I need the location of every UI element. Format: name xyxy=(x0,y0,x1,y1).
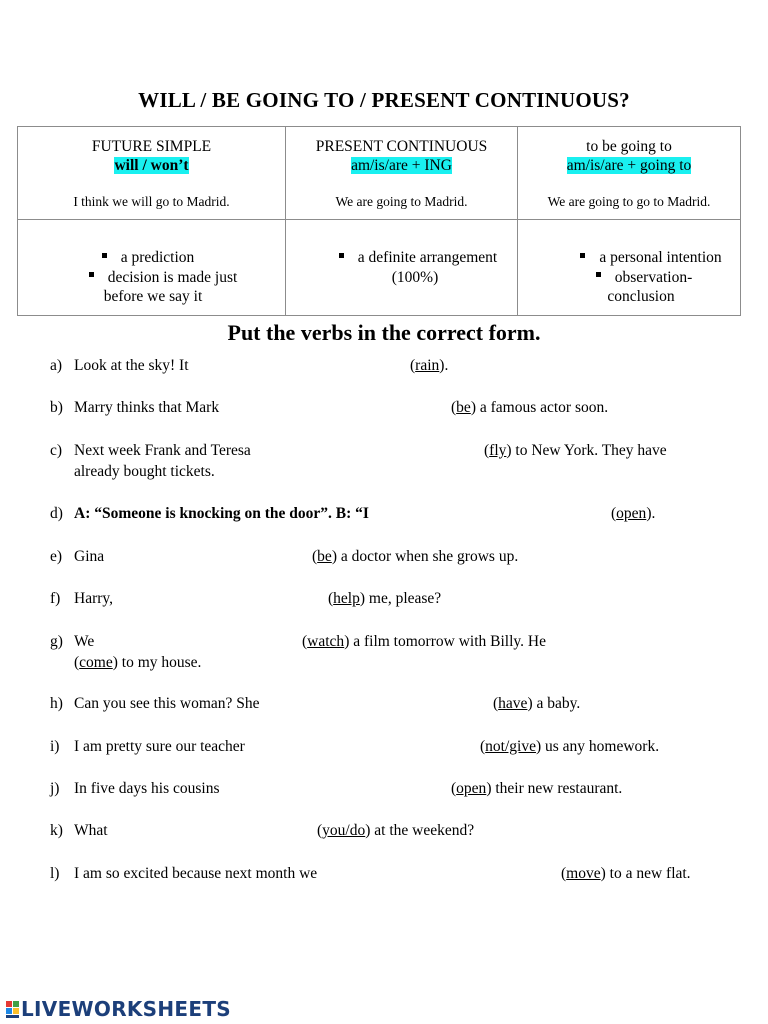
exercise-text: I am so excited because next month we xyxy=(74,865,318,882)
col-name: PRESENT CONTINUOUS xyxy=(315,138,488,155)
use-item: conclusion xyxy=(607,288,675,305)
verb-word: help xyxy=(333,590,360,607)
bullet-icon xyxy=(596,272,601,277)
exercise-letter: h) xyxy=(50,695,63,712)
verb-word: watch xyxy=(307,633,345,650)
verb-word: be xyxy=(317,548,332,565)
verb-word: fly xyxy=(489,442,507,459)
verb-hint: (be) a doctor when she grows up. xyxy=(312,548,519,565)
verb-hint: (you/do) at the weekend? xyxy=(317,822,475,839)
worksheet-title: WILL / BE GOING TO / PRESENT CONTINUOUS? xyxy=(138,88,630,112)
exercise-letter: b) xyxy=(50,399,63,416)
exercise-text: Look at the sky! It xyxy=(74,357,189,374)
col-present-continuous-header xyxy=(286,137,517,175)
exercise-text: Next week Frank and Teresa xyxy=(74,442,251,459)
col-example: We are going to go to Madrid. xyxy=(547,194,711,209)
exercise-letter: f) xyxy=(50,590,61,607)
col-future-simple-header xyxy=(18,137,285,175)
exercise-letter: j) xyxy=(50,780,60,797)
verb-hint: (fly) to New York. They have xyxy=(484,442,667,459)
bullet-icon xyxy=(102,253,107,258)
col-going-to-header xyxy=(518,137,740,175)
verb-word: open xyxy=(456,780,487,797)
bullet-icon xyxy=(339,253,344,258)
exercise-text: Can you see this woman? She xyxy=(74,695,260,712)
verb-word: have xyxy=(498,695,528,712)
exercise-text: Marry thinks that Mark xyxy=(74,399,220,416)
verb-word: open xyxy=(616,505,647,522)
use-item: observation- xyxy=(614,268,693,286)
verb-word: be xyxy=(456,399,471,416)
use-item: a definite arrangement xyxy=(357,249,498,266)
bullet-icon xyxy=(580,253,585,258)
liveworksheets-mark-icon xyxy=(6,999,20,1019)
bullet-icon xyxy=(89,272,94,277)
col-example: We are going to Madrid. xyxy=(335,194,468,209)
exercise-letter: e) xyxy=(50,548,63,565)
col-formula: am/is/are + ING xyxy=(351,157,452,174)
exercise-letter: g) xyxy=(50,633,63,650)
exercise-letter: i) xyxy=(50,738,60,755)
table-divider xyxy=(18,219,740,220)
use-item: (100%) xyxy=(391,268,439,286)
liveworksheets-logo[interactable] xyxy=(6,996,231,1022)
verb-hint: (open). xyxy=(611,505,656,522)
col-name: to be going to xyxy=(586,138,672,155)
verb-word: you/do xyxy=(322,822,366,839)
uses-going-to xyxy=(556,248,746,307)
exercise-letter: d) xyxy=(50,505,63,522)
exercise-letter: c) xyxy=(50,442,63,459)
grammar-table xyxy=(17,126,741,316)
exercise-text: What xyxy=(74,822,108,839)
exercise-text: Gina xyxy=(74,548,105,565)
verb-word: move xyxy=(566,865,601,882)
verb-hint: (be) a famous actor soon. xyxy=(451,399,609,416)
exercise-letter: k) xyxy=(50,822,63,839)
verb-hint: (have) a baby. xyxy=(493,695,581,712)
use-item: before we say it xyxy=(103,288,203,305)
col-formula: will / won’t xyxy=(114,157,189,174)
verb-word: come xyxy=(79,654,113,671)
exercise-text: Harry, xyxy=(74,590,114,607)
exercise-letter: l) xyxy=(50,865,60,882)
verb-word: not/give xyxy=(485,738,536,755)
use-item: decision is made just xyxy=(107,268,238,286)
use-item: a prediction xyxy=(120,249,195,266)
verb-hint: (open) their new restaurant. xyxy=(451,780,623,797)
uses-future-simple xyxy=(68,248,258,307)
exercise-text: We xyxy=(74,633,95,650)
verb-hint: (watch) a film tomorrow with Billy. He xyxy=(302,633,546,650)
verb-word: rain xyxy=(415,357,440,374)
uses-present-continuous xyxy=(318,248,518,287)
exercise-text: In five days his cousins xyxy=(74,780,220,797)
exercise-text-continued: already bought tickets. xyxy=(74,463,215,480)
exercise-heading: Put the verbs in the correct form. xyxy=(227,320,541,345)
verb-hint: (rain). xyxy=(410,357,449,374)
col-example: I think we will go to Madrid. xyxy=(73,194,230,209)
brand-name: LIVEWORKSHEETS xyxy=(21,997,232,1021)
exercise-text: A: “Someone is knocking on the door”. B: “I xyxy=(74,505,369,522)
verb-hint: (move) to a new flat. xyxy=(561,865,691,882)
col-formula: am/is/are + going to xyxy=(566,157,692,174)
verb-hint: (help) me, please? xyxy=(328,590,442,607)
col-name: FUTURE SIMPLE xyxy=(91,138,212,155)
verb-hint-continued: (come) to my house. xyxy=(74,654,202,671)
exercise-letter: a) xyxy=(50,357,63,374)
verb-hint: (not/give) us any homework. xyxy=(480,738,660,755)
exercise-text: I am pretty sure our teacher xyxy=(74,738,245,755)
use-item: a personal intention xyxy=(599,249,722,266)
